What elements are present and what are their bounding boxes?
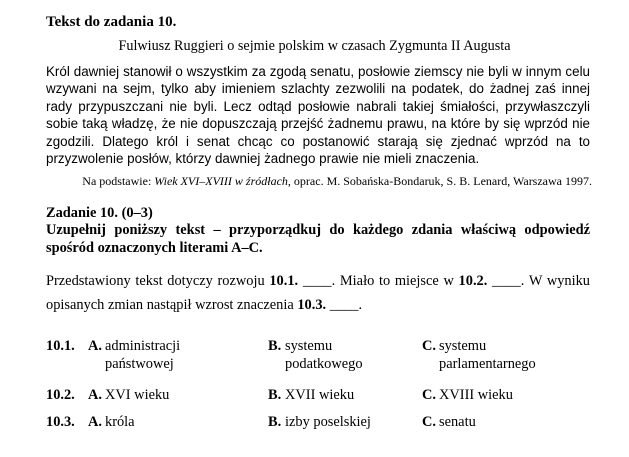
blank-10-2: ____. W wyniku opisanych zmian nastąpił wzrost znaczenia — [46, 273, 590, 313]
task-text — [46, 270, 590, 317]
option-text: XVIII wieku — [439, 387, 513, 403]
source-citation — [0, 174, 592, 189]
source-title: Fulwiusz Ruggieri o sejmie polskim w czasach Zygmunta II Augusta — [118, 38, 511, 54]
answer-number: 10.1. — [46, 338, 75, 354]
option-text — [439, 338, 536, 373]
citation-title: Wiek XVI–XVIII w źródłach — [154, 174, 288, 188]
option-text-line1: systemu — [439, 338, 487, 354]
option-letter: C. — [422, 387, 436, 403]
option-text: izby poselskiej — [285, 414, 371, 430]
blank-10-1: ____. Miało to miejsce w — [298, 273, 459, 289]
task-text-part-1: Przedstawiony tekst dotyczy rozwoju — [46, 273, 270, 289]
option-letter: B. — [268, 338, 282, 354]
citation-prefix: Na podstawie: — [82, 174, 155, 188]
option-letter: B. — [268, 414, 282, 430]
answer-row-10-3 — [46, 414, 606, 432]
option-text-line2: podatkowego — [285, 355, 363, 372]
ref-10-2: 10.2. — [458, 273, 488, 289]
answer-row-10-1 — [46, 338, 606, 374]
option-text: króla — [105, 414, 135, 430]
option-text: senatu — [439, 414, 476, 430]
text-heading: Tekst do zadania 10. — [46, 14, 177, 30]
option-text-line2: parlamentarnego — [439, 355, 536, 372]
answer-row-10-2 — [46, 387, 606, 405]
option-text-line2: państwowej — [105, 355, 174, 372]
option-letter: A. — [88, 387, 102, 403]
ref-10-3: 10.3. — [297, 296, 327, 313]
option-text-line1: administracji — [105, 338, 181, 354]
ref-10-1: 10.1. — [269, 273, 299, 289]
option-text — [285, 338, 363, 373]
option-letter: B. — [268, 387, 282, 403]
option-text: XVI wieku — [105, 387, 170, 403]
answer-number: 10.3. — [46, 414, 75, 430]
option-letter: C. — [422, 414, 436, 430]
option-letter: C. — [422, 338, 436, 354]
option-text: XVII wieku — [285, 387, 355, 403]
task-instruction: Uzupełnij poniższy tekst – przyporządkuj do każdego zdania właściwą odpowiedź spośród oznaczonych literami A–C. — [46, 222, 590, 256]
option-text-line1: systemu — [285, 338, 333, 354]
option-text — [105, 338, 180, 373]
task-title: Zadanie 10. (0–3) — [46, 205, 153, 221]
source-body: Król dawniej stanowił o wszystkim za zgodą senatu, posłowie ziemscy nie byli w innym celu wzywani na sejm, tylko aby imieniem szlachty zezwolili na podatek, do żadnej zaś innej rady przypuszczani nie byli. Lecz odtąd posłowie nabrali takiej śmiałości, przywłaszczyli sobie taką władzę, że nie dopuszczają przejść żadnemu prawu, na które by się wprzód nie zgodzili. Dlatego król i senat chcąc co postanowić starają się zjednać wprzód na to przyzwolenie posłów, którzy dawniej żadnego prawie nie mieli znaczenia. — [46, 64, 590, 167]
answer-number: 10.2. — [46, 387, 75, 403]
blank-10-3: ____. — [326, 296, 363, 313]
option-letter: A. — [88, 414, 102, 430]
option-letter: A. — [88, 338, 102, 354]
citation-rest: , oprac. M. Sobańska-Bondaruk, S. B. Lenard, Warszawa 1997. — [287, 174, 592, 188]
